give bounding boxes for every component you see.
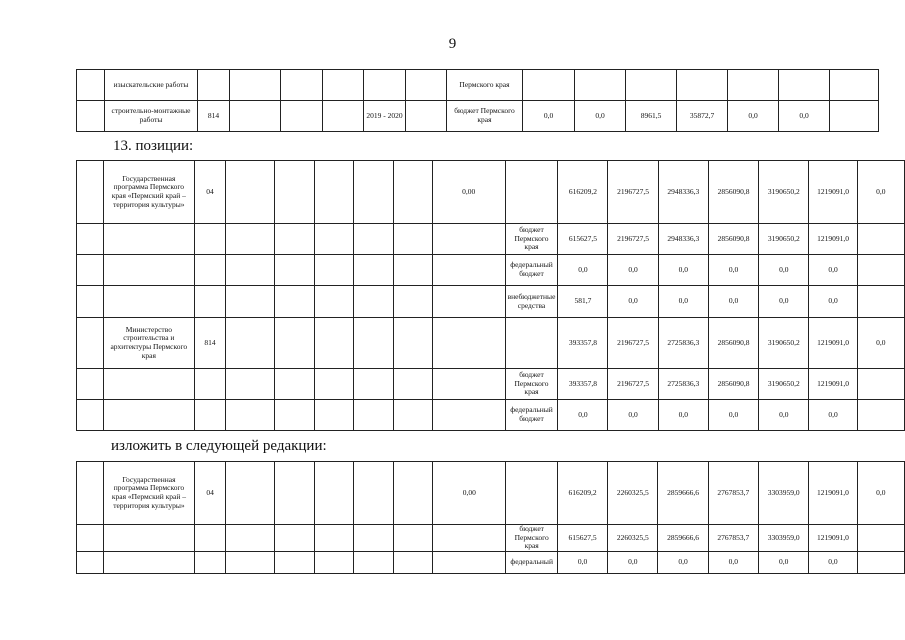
value-cell: 0,0 [759,286,809,318]
value-cell: 3190650,2 [759,161,809,224]
value-cell: 2196727,5 [608,224,658,255]
heading-edit: изложить в следующей редакции: [111,438,327,454]
empty-cell [353,400,393,431]
empty-cell [226,551,275,573]
value-cell: 0,0 [708,255,758,286]
value-cell: 0,0 [658,255,708,286]
value-cell: 2725836,3 [658,369,708,400]
value-cell: 0,0 [759,255,809,286]
value-cell: 0,0 [523,101,575,132]
value-cell: 3190650,2 [759,224,809,255]
value-cell [432,318,505,369]
name-cell [103,224,194,255]
code-cell [195,551,226,573]
value-cell: 2196727,5 [608,161,658,224]
value-cell: 0,0 [608,551,658,573]
value-cell: 0,0 [708,286,758,318]
source-cell [505,161,558,224]
empty-cell [281,70,323,101]
value-cell: 0,0 [608,286,658,318]
value-cell: 0,0 [558,255,608,286]
value-cell: 0,0 [809,286,857,318]
value-cell: 616209,2 [558,462,608,525]
period-cell: 2019 - 2020 [364,101,406,132]
value-cell: 2260325,5 [608,462,658,525]
value-cell: 2260325,5 [608,525,658,552]
empty-cell [314,286,353,318]
value-cell: 2725836,3 [658,318,708,369]
heading-positions: 13. позиции: [113,138,194,154]
value-cell [857,224,904,255]
empty-cell [314,318,353,369]
index-cell [77,101,105,132]
value-cell: 0,0 [728,101,779,132]
table-row [77,525,905,552]
value-cell: 0,00 [433,462,506,525]
table-row [77,551,905,573]
empty-cell [393,400,432,431]
empty-cell [314,224,353,255]
empty-cell [406,101,447,132]
empty-cell [393,224,432,255]
index-cell [77,369,104,400]
value-cell: 2859666,6 [658,525,708,552]
empty-cell [830,70,879,101]
value-cell: 615627,5 [558,525,608,552]
page-number: 9 [448,36,457,52]
name-cell: Министерство строительства и архитектуры Пермского края [103,318,194,369]
value-cell [432,224,505,255]
value-cell: 0,0 [608,400,658,431]
value-cell [432,286,505,318]
value-cell: 615627,5 [558,224,608,255]
source-cell: федеральный бюджет [505,400,558,431]
value-cell [857,286,904,318]
empty-cell [226,462,275,525]
empty-cell [274,161,314,224]
source-cell: внебюджетные средства [505,286,558,318]
empty-cell [323,70,364,101]
code-cell [195,525,226,552]
empty-cell [353,286,393,318]
value-cell: 0,0 [779,101,830,132]
value-cell: 1219091,0 [809,161,857,224]
value-cell [857,400,904,431]
empty-cell [323,101,364,132]
code-cell: 814 [198,101,230,132]
name-cell: Государственная программа Пермского края «Пермский край – территория культуры» [103,161,194,224]
table-positions-old [76,160,905,431]
value-cell: 0,0 [658,551,708,573]
empty-cell [226,400,275,431]
value-cell: 8961,5 [626,101,677,132]
value-cell: 0,0 [758,551,808,573]
value-cell [857,525,904,552]
empty-cell [314,551,353,573]
value-cell: 0,0 [658,286,708,318]
source-cell: бюджет Пермского края [505,224,558,255]
name-cell [103,551,194,573]
source-cell: федеральный [506,551,558,573]
empty-cell [353,551,393,573]
index-cell [77,551,104,573]
value-cell: 0,0 [857,318,904,369]
empty-cell [274,400,314,431]
empty-cell [353,525,393,552]
value-cell: 2948336,3 [658,161,708,224]
table-top-fragment [76,69,879,132]
value-cell [575,70,626,101]
name-cell [103,255,194,286]
empty-cell [353,161,393,224]
value-cell [626,70,677,101]
empty-cell [226,369,275,400]
empty-cell [314,400,353,431]
value-cell [432,400,505,431]
name-cell: Государственная программа Пермского края «Пермский край – территория культуры» [103,462,194,525]
value-cell: 2859666,6 [658,462,708,525]
value-cell: 581,7 [558,286,608,318]
value-cell [433,551,506,573]
code-cell [194,400,225,431]
code-cell [194,286,225,318]
value-cell [857,255,904,286]
source-cell: бюджет Пермского края [505,369,558,400]
value-cell: 0,0 [857,161,904,224]
empty-cell [230,101,281,132]
table-row [77,400,905,431]
empty-cell [353,224,393,255]
code-cell [194,224,225,255]
source-cell: бюджет Пермского края [506,525,558,552]
value-cell [432,369,505,400]
value-cell: 0,0 [857,462,904,525]
value-cell: 0,0 [809,400,857,431]
value-cell: 1219091,0 [809,224,857,255]
empty-cell [314,369,353,400]
index-cell [77,525,104,552]
value-cell: 3303959,0 [758,462,808,525]
index-cell [77,318,104,369]
empty-cell [393,161,432,224]
value-cell [432,255,505,286]
value-cell: 0,0 [809,551,857,573]
value-cell: 0,0 [558,551,608,573]
source-cell: федеральный бюджет [505,255,558,286]
period-cell [364,70,406,101]
value-cell: 393357,8 [558,369,608,400]
value-cell: 393357,8 [558,318,608,369]
empty-cell [226,255,275,286]
empty-cell [274,224,314,255]
value-cell: 1219091,0 [809,462,857,525]
value-cell [523,70,575,101]
index-cell [77,400,104,431]
value-cell [677,70,728,101]
value-cell [779,70,830,101]
empty-cell [393,369,432,400]
value-cell [857,551,904,573]
value-cell: 2767853,7 [708,525,758,552]
empty-cell [274,525,314,552]
index-cell [77,255,104,286]
empty-cell [281,101,323,132]
table-row [77,255,905,286]
index-cell [77,161,104,224]
value-cell: 3303959,0 [758,525,808,552]
value-cell: 2856090,8 [708,224,758,255]
index-cell [77,224,104,255]
code-cell [194,255,225,286]
code-cell: 04 [194,161,225,224]
value-cell: 2948336,3 [658,224,708,255]
empty-cell [393,255,432,286]
empty-cell [353,255,393,286]
name-cell: строительно-монтажные работы [105,101,198,132]
value-cell: 0,0 [575,101,626,132]
empty-cell [393,318,432,369]
name-cell: изыскательские работы [105,70,198,101]
table-row [77,462,905,525]
empty-cell [274,255,314,286]
empty-cell [226,161,275,224]
value-cell: 0,0 [558,400,608,431]
value-cell: 2856090,8 [708,369,758,400]
value-cell: 3190650,2 [759,369,809,400]
empty-cell [226,286,275,318]
empty-cell [274,286,314,318]
value-cell: 616209,2 [558,161,608,224]
empty-cell [274,462,314,525]
table-row [77,101,879,132]
empty-cell [226,525,275,552]
value-cell: 0,0 [809,255,857,286]
value-cell: 0,0 [708,551,758,573]
value-cell: 1219091,0 [809,318,857,369]
empty-cell [353,462,393,525]
source-cell: Пермского края [447,70,523,101]
value-cell: 0,0 [658,400,708,431]
empty-cell [394,551,433,573]
name-cell [103,286,194,318]
empty-cell [393,286,432,318]
value-cell: 2196727,5 [608,318,658,369]
value-cell [728,70,779,101]
empty-cell [394,462,433,525]
value-cell [857,369,904,400]
table-row [77,286,905,318]
empty-cell [226,224,275,255]
index-cell [77,286,104,318]
value-cell: 0,00 [432,161,505,224]
empty-cell [394,525,433,552]
empty-cell [274,551,314,573]
value-cell: 3190650,2 [759,318,809,369]
value-cell: 2856090,8 [708,161,758,224]
code-cell [194,369,225,400]
source-cell [506,462,558,525]
code-cell: 04 [195,462,226,525]
name-cell [103,400,194,431]
empty-cell [274,369,314,400]
empty-cell [230,70,281,101]
empty-cell [314,525,353,552]
value-cell: 2856090,8 [708,318,758,369]
value-cell: 35872,7 [677,101,728,132]
table-row [77,224,905,255]
code-cell: 814 [194,318,225,369]
empty-cell [406,70,447,101]
empty-cell [353,369,393,400]
empty-cell [314,462,353,525]
table-row [77,70,879,101]
table-positions-new [76,461,905,574]
index-cell [77,462,104,525]
name-cell [103,525,194,552]
value-cell: 0,0 [608,255,658,286]
table-row [77,161,905,224]
empty-cell [314,161,353,224]
value-cell: 2767853,7 [708,462,758,525]
value-cell: 1219091,0 [809,525,857,552]
empty-cell [314,255,353,286]
name-cell [103,369,194,400]
value-cell: 1219091,0 [809,369,857,400]
value-cell [433,525,506,552]
table-row [77,318,905,369]
empty-cell [353,318,393,369]
source-cell [505,318,558,369]
value-cell: 0,0 [708,400,758,431]
table-row [77,369,905,400]
code-cell [198,70,230,101]
empty-cell [274,318,314,369]
index-cell [77,70,105,101]
value-cell: 2196727,5 [608,369,658,400]
source-cell: бюджет Пермского края [447,101,523,132]
empty-cell [226,318,275,369]
value-cell: 0,0 [759,400,809,431]
empty-cell [830,101,879,132]
